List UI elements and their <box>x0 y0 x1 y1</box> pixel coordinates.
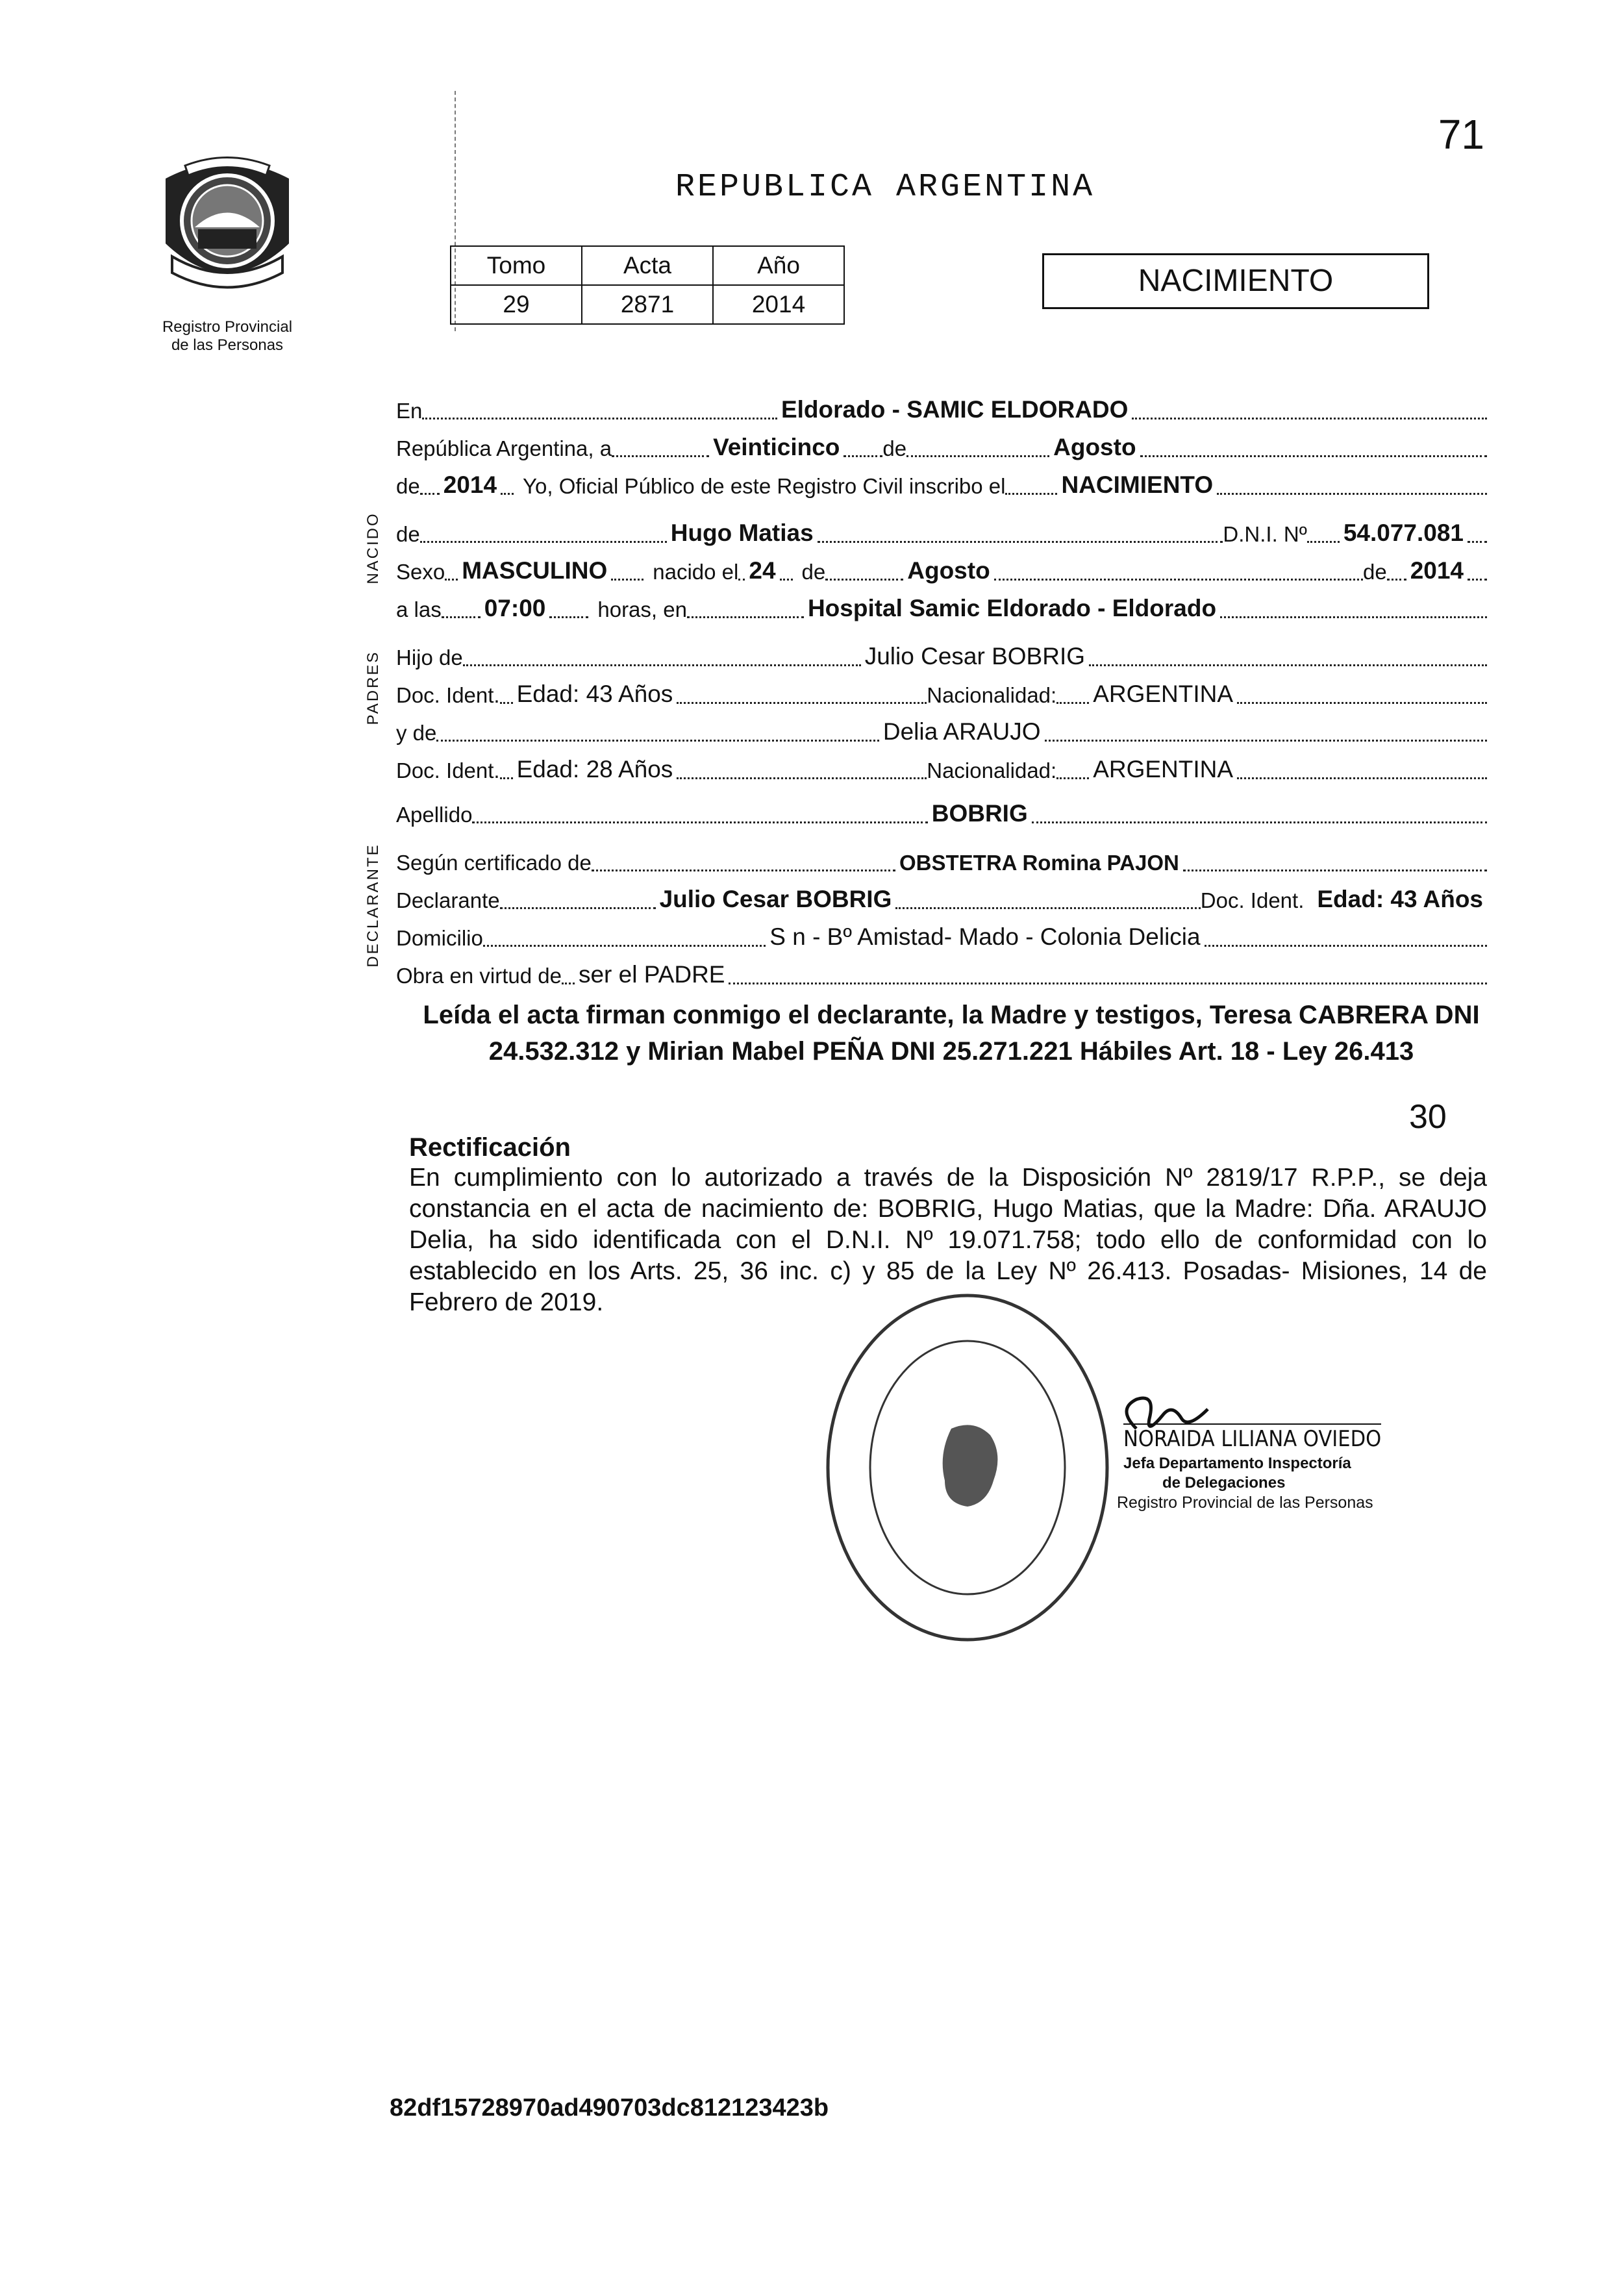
nacido-anio: 2014 <box>1410 557 1464 584</box>
hora-value: 07:00 <box>484 595 546 621</box>
logo-caption <box>130 318 325 355</box>
hijo-label: Hijo de <box>396 645 463 670</box>
de-label: de <box>882 436 907 460</box>
nacido-label: nacido el <box>653 560 739 584</box>
horas-label: horas, en <box>597 597 687 621</box>
form-line-anio <box>396 465 1487 499</box>
page-number: 71 <box>1438 111 1484 158</box>
madre-value: Delia ARAUJO <box>882 718 1041 745</box>
form-line-fecha <box>396 427 1487 461</box>
side-label-declarante: DECLARANTE <box>364 843 382 968</box>
doc3-value: Edad: 43 Años <box>1317 886 1483 912</box>
domicilio-value: S n - Bº Amistad- Mado - Colonia Delicia <box>769 923 1201 950</box>
doc2-value: Edad: 28 Años <box>516 756 673 782</box>
form-line-sexo <box>396 551 1487 584</box>
declarante-label: Declarante <box>396 888 500 912</box>
closing-text: Leída el acta firman conmigo el declarante, la Madre y testigos, Teresa CABRERA DNI 24.532.312 y Mirian Mabel PEÑA DNI 25.271.221 Hábiles Art. 18 - Ley 26.413 <box>423 1001 1480 1066</box>
nacido-mes: Agosto <box>907 557 990 584</box>
side-label-nacido: NACIDO <box>364 512 382 584</box>
anio-header: Año <box>713 246 844 285</box>
acta-value: 2871 <box>582 285 713 324</box>
rectificacion-number: 30 <box>1409 1098 1447 1136</box>
doc1-label: Doc. Ident. <box>396 683 500 707</box>
de-label-2: de <box>396 474 420 498</box>
doc2-label: Doc. Ident. <box>396 758 500 782</box>
tomo-value: 29 <box>451 285 582 324</box>
oficial-text: Yo, Oficial Público de este Registro Civil inscribo el <box>523 474 1006 498</box>
form-line-doc2 <box>396 749 1487 783</box>
form-line-declarante <box>396 879 1487 913</box>
apellido-value: BOBRIG <box>931 800 1028 827</box>
nombre-label: de <box>396 522 420 546</box>
signature-role1: Jefa Departamento Inspectoría <box>1123 1455 1351 1472</box>
document-hash: 82df15728970ad490703dc812123423b <box>390 2094 829 2122</box>
nombre-value: Hugo Matias <box>670 519 814 546</box>
signature-block <box>1110 1390 1474 1533</box>
signature-role3: Registro Provincial de las Personas <box>1117 1494 1373 1512</box>
dni-value: 54.077.081 <box>1343 519 1464 546</box>
padre-value: Julio Cesar BOBRIG <box>864 643 1086 670</box>
form-line-doc1 <box>396 674 1487 708</box>
lugar-value: Hospital Samic Eldorado - Eldorado <box>807 595 1217 621</box>
doc1-value: Edad: 43 Años <box>516 681 673 707</box>
nacido-de2-label: de <box>1362 560 1387 584</box>
acta-header: Acta <box>582 246 713 285</box>
side-label-padres: PADRES <box>364 650 382 725</box>
nac1-value: ARGENTINA <box>1093 681 1234 707</box>
anio-value: 2014 <box>443 471 497 498</box>
form-line-en <box>396 390 1487 423</box>
signature-name: NORAIDA LILIANA OVIEDO <box>1123 1423 1381 1452</box>
rectificacion-body: En cumplimiento con lo autorizado a través de la Disposición Nº 2819/17 R.P.P., se deja constancia en el acta de nacimiento de: BOBRIG, Hugo Matias, que la Madre: Dña. ARAUJO Delia, ha sido identificada con el D.N.I. Nº 19.071.758; todo ello de conformidad con lo establecido en los Arts. 25, 36 inc. c) y 85 de la Ley Nº 26.413. Posadas- Misiones, 14 de Febrero de 2019. <box>409 1164 1487 1316</box>
province-logo-icon <box>153 153 302 295</box>
form-line-apellido <box>396 794 1487 827</box>
apellido-label: Apellido <box>396 803 473 827</box>
en-label: En <box>396 399 423 423</box>
form-line-hijo <box>396 636 1487 670</box>
form-line-hora <box>396 588 1487 622</box>
signature-role2: de Delegaciones <box>1162 1474 1286 1492</box>
obra-value: ser el PADRE <box>578 961 725 988</box>
domicilio-label: Domicilio <box>396 926 483 950</box>
inscribe-value: NACIMIENTO <box>1061 471 1214 498</box>
logo-caption-line1: Registro Provincial <box>162 318 293 336</box>
record-table <box>450 245 845 325</box>
republica-label: República Argentina, a <box>396 436 612 460</box>
form-line-yde <box>396 712 1487 745</box>
rectificacion-title: Rectificación <box>409 1133 571 1162</box>
obra-label: Obra en virtud de <box>396 964 562 988</box>
certificado-value: OBSTETRA Romina PAJON <box>899 851 1179 875</box>
mes-value: Agosto <box>1053 434 1136 460</box>
form-line-nombre <box>396 513 1487 547</box>
form-line-domicilio <box>396 917 1487 951</box>
nacido-dia: 24 <box>749 557 776 584</box>
record-type-box: NACIMIENTO <box>1042 253 1429 309</box>
page-title: REPUBLICA ARGENTINA <box>675 169 1095 206</box>
nac2-label: Nacionalidad: <box>927 758 1057 782</box>
dni-label: D.N.I. Nº <box>1223 522 1307 546</box>
yde-label: y de <box>396 721 437 745</box>
nac2-value: ARGENTINA <box>1093 756 1234 782</box>
nacido-de-label: de <box>801 560 826 584</box>
certificado-label: Según certificado de <box>396 851 592 875</box>
anio-value: 2014 <box>713 285 844 324</box>
hora-label: a las <box>396 597 442 621</box>
en-value: Eldorado - SAMIC ELDORADO <box>781 396 1129 423</box>
official-stamp-icon <box>818 1286 1117 1649</box>
declarante-value: Julio Cesar BOBRIG <box>659 886 892 912</box>
tomo-header: Tomo <box>451 246 582 285</box>
form-line-obra <box>396 955 1487 988</box>
sexo-value: MASCULINO <box>462 557 608 584</box>
logo-caption-line2: de las Personas <box>171 336 284 354</box>
doc3-label: Doc. Ident. <box>1200 888 1305 912</box>
nac1-label: Nacionalidad: <box>927 683 1057 707</box>
sexo-label: Sexo <box>396 560 445 584</box>
dia-value: Veinticinco <box>713 434 840 460</box>
form-line-certificado <box>396 842 1487 875</box>
